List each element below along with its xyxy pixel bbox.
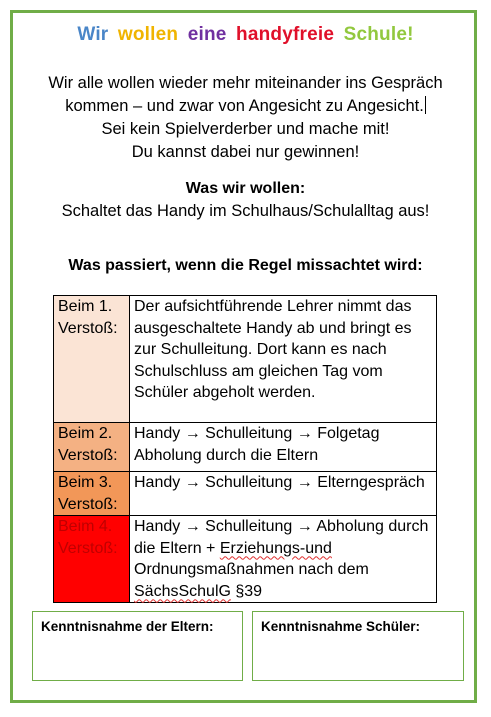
spellcheck-mark: Erziehungs-und [219, 539, 332, 557]
spellcheck-mark: SächsSchulG [134, 582, 231, 600]
intro-text[interactable] [0, 72, 491, 164]
section-heading-rules: Was passiert, wenn die Regel missachtet wird: [68, 257, 423, 274]
violation-label: Beim 4. Verstoß: [54, 516, 130, 603]
title-word-5: Schule! [343, 24, 414, 45]
table-row [54, 296, 437, 423]
parents-acknowledgement-label: Kenntnisnahme der Eltern: [41, 619, 214, 634]
page-title [0, 24, 491, 46]
text-cursor [425, 96, 426, 114]
intro-line-4: Du kannst dabei nur gewinnen! [131, 143, 360, 161]
intro-line-3: Sei kein Spielverderber und mache mit! [101, 120, 390, 138]
intro-line-1: Wir alle wollen wieder mehr miteinander ins Gespräch [48, 74, 443, 92]
student-acknowledgement-box[interactable] [252, 611, 464, 681]
title-word-1: Wir [77, 24, 109, 45]
violation-consequence: Handy → Schulleitung → Abholung durch die Eltern + Erziehungs-und Ordnungsmaßnahmen nach dem SächsSchulG §39 [130, 516, 437, 603]
section-heading-goal: Was wir wollen: [185, 180, 306, 197]
table-row [54, 516, 437, 603]
violation-label: Beim 1. Verstoß: [54, 296, 130, 423]
table-row [54, 423, 437, 472]
goal-text: Schaltet das Handy im Schulhaus/Schulalltag aus! [61, 202, 430, 220]
title-word-3: eine [187, 24, 227, 45]
student-acknowledgement-label: Kenntnisnahme Schüler: [261, 619, 421, 634]
table-row [54, 472, 437, 516]
parents-acknowledgement-box[interactable] [32, 611, 243, 681]
violation-label: Beim 3. Verstoß: [54, 472, 130, 516]
intro-line-2: kommen – und zwar von Angesicht zu Angesicht. [65, 97, 424, 115]
title-word-4: handyfreie [236, 24, 335, 45]
rules-table [53, 295, 437, 603]
violation-consequence: Handy → Schulleitung → Folgetag Abholung durch die Eltern [130, 423, 437, 472]
title-word-2: wollen [117, 24, 179, 45]
violation-label: Beim 2. Verstoß: [54, 423, 130, 472]
violation-consequence: Handy → Schulleitung → Elterngespräch [130, 472, 437, 516]
violation-consequence: Der aufsichtführende Lehrer nimmt das ausgeschaltete Handy ab und bringt es zur Schulleitung. Dort kann es nach Schulschluss am gleichen Tag vom Schüler abgeholt werden. [130, 296, 437, 423]
